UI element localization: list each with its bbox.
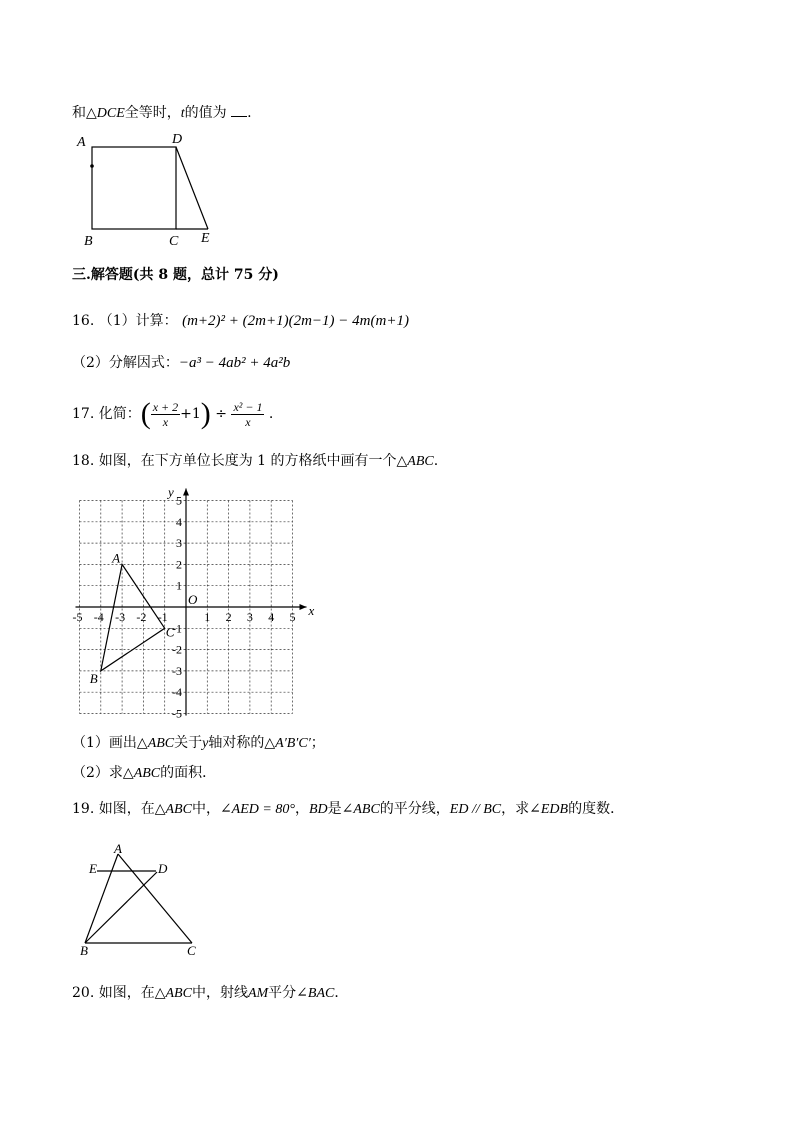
y-tick-label: 1 [176,578,182,593]
fig15-label-a: A [77,135,86,150]
q18-part2: （2）求△ABC的面积． [72,765,217,781]
q18-text: 18. 如图，在下方单位长度为 1 的方格纸中画有一个△ABC. [72,453,439,469]
x-tick-label: 2 [225,610,232,624]
q15-tail: 和△DCE全等时，t的值为 . [72,105,252,121]
y-tick-label: -4 [172,685,182,700]
q17-fraction-2: $\frac{\text{x² − 1}}{x}$ [233,399,263,429]
origin-label: O [188,592,198,607]
x-axis-arrow-icon [300,604,307,610]
x-tick-label: 4 [268,610,275,624]
q16-part1: 16. （1）计算： (m+2)² + (2m+1)(2m−1) − 4m(m+1) [72,313,409,329]
fig19-label-a: A [114,842,122,856]
q18-part1: （1）画出△ABC关于y轴对称的△A′B′C′； [72,735,325,751]
point-a-label: A [112,550,121,566]
y-axis-arrow-icon [183,489,189,496]
q20-text: 20. 如图，在△ABC中，射线AM平分∠BAC． [72,985,349,1001]
y-tick-label: 3 [176,536,182,551]
q17: 17. 化简：( $\frac{x + 2}{x}$ +1) ÷ $\frac{\text{x² − 1}}{x}$ . [72,397,274,430]
y-tick-label: 4 [176,514,182,529]
q16-part2: （2）分解因式：−a³ − 4ab² + 4a²b [72,355,291,371]
x-tick-label: 3 [246,610,253,624]
answer-blank [231,104,247,117]
fig19-label-e: E [89,861,97,876]
y-tick-label: -5 [172,706,182,721]
x-tick-label: -2 [136,610,147,624]
q17-fraction-1: $\frac{x + 2}{x}$ [152,399,179,429]
point-c-label: C [165,624,175,640]
y-tick-label: -1 [172,621,182,636]
y-tick-label: 2 [176,557,182,572]
y-tick-label: -2 [172,642,182,657]
fig19-label-b: B [80,943,88,958]
y-tick-label: 5 [176,493,182,508]
x-tick-label: 5 [289,610,296,624]
x-tick-label: -5 [72,610,83,624]
x-tick-label: -4 [93,610,104,624]
fig19-label-d: D [158,861,168,876]
fig19-label-c: C [187,943,196,958]
point-b-label: B [89,670,98,686]
x-tick-label: -3 [115,610,126,624]
x-axis-label: x [308,603,315,618]
x-tick-label: 1 [204,610,211,624]
y-axis-label: y [168,484,174,500]
fig15-label-b: B [84,234,93,249]
x-tick-label: -1 [157,610,168,624]
fig15-label-c: C [169,234,179,249]
y-tick-label: -3 [172,663,182,678]
figure-19 [76,842,206,960]
fig15-label-d: D [172,132,183,147]
section-3-title: 三.解答题(共 8 题，总计 75 分) [72,267,279,283]
q19-text: 19. 如图，在△ABC中，∠AED = 80°，BD是∠ABC的平分线，ED // BC，求∠EDB的度数． [72,801,625,817]
triangle-abc [101,564,165,671]
fig15-label-e: E [201,231,210,246]
figure-15 [70,128,220,250]
coordinate-grid [68,480,318,725]
